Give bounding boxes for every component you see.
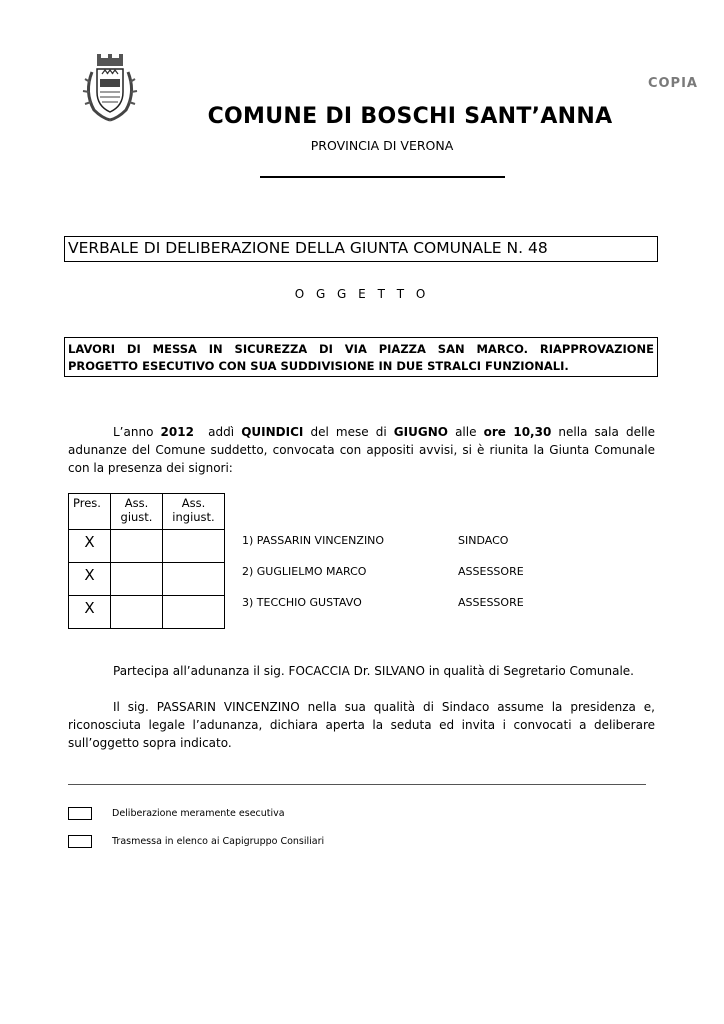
attendance-table (68, 493, 225, 629)
checkbox-label: Deliberazione meramente esecutiva (112, 808, 285, 819)
meeting-year: 2012 (160, 425, 194, 439)
header-unjustified-absent: Ass. ingiust. (163, 494, 225, 530)
attendance-row (69, 596, 225, 629)
unjustified-cell (163, 530, 225, 563)
intro-text: alle (447, 425, 484, 439)
attendance-row (69, 530, 225, 563)
member-name: 3) TECCHIO GUSTAVO (242, 596, 362, 609)
subject-line-2: PROGETTO ESECUTIVO CON SUA SUDDIVISIONE IN DUE STRALCI FUNZIONALI. (68, 359, 569, 373)
intro-text: nella sala delle adunanze del Comune suddetto, convocata con appositi avvisi, si è riunita la Giunta Comunale con la presenza dei signori: (68, 425, 655, 475)
unjustified-cell (163, 563, 225, 596)
group-leaders-checkbox[interactable] (68, 835, 92, 848)
present-mark: X (69, 596, 111, 629)
present-mark: X (69, 563, 111, 596)
copy-mark: COPIA (647, 76, 698, 91)
oggetto-heading: O G G E T T O (294, 287, 430, 301)
section-divider (68, 784, 646, 785)
header-present: Pres. (69, 494, 111, 530)
meeting-month: GIUGNO (393, 425, 448, 439)
subject-line-1: LAVORI DI MESSA IN SICUREZZA DI VIA PIAZZA SAN MARCO. RIAPPROVAZIONE (68, 342, 654, 356)
municipality-title: COMUNE DI BOSCHI SANT’ANNA (207, 104, 613, 129)
checkbox-label: Trasmessa in elenco ai Capigruppo Consiliari (112, 836, 325, 847)
member-role: ASSESSORE (458, 596, 524, 609)
president-paragraph: Il sig. PASSARIN VINCENZINO nella sua qualità di Sindaco assume la presidenza e, riconosciuta legale l’adunanza, dichiara aperta la seduta ed invita i convocati a deliberare sull’oggetto sopra indicato. (68, 700, 655, 750)
justified-cell (111, 530, 163, 563)
intro-text: L’anno (113, 425, 161, 439)
header-justified-absent: Ass. giust. (111, 494, 163, 530)
secretary-paragraph: Partecipa all’adunanza il sig. FOCACCIA Dr. SILVANO in qualità di Segretario Comunale. (113, 664, 634, 678)
member-role: SINDACO (458, 534, 509, 547)
attendance-row (69, 563, 225, 596)
intro-text: del mese di (303, 425, 394, 439)
header-divider (260, 176, 505, 178)
justified-cell (111, 563, 163, 596)
intro-text: addì (193, 425, 242, 439)
province-subtitle: PROVINCIA DI VERONA (310, 138, 454, 153)
member-name: 1) PASSARIN VINCENZINO (242, 534, 385, 547)
member-name: 2) GUGLIELMO MARCO (242, 565, 367, 578)
unjustified-cell (163, 596, 225, 629)
intro-paragraph (68, 423, 655, 477)
verbale-title: VERBALE DI DELIBERAZIONE DELLA GIUNTA COMUNALE N. 48 (68, 239, 548, 257)
attendance-header-row (69, 494, 225, 530)
justified-cell (111, 596, 163, 629)
member-role: ASSESSORE (458, 565, 524, 578)
meeting-time: ore 10,30 (483, 425, 552, 439)
present-mark: X (69, 530, 111, 563)
executive-deliberation-checkbox[interactable] (68, 807, 92, 820)
subject-text (68, 341, 654, 375)
meeting-day: QUINDICI (241, 425, 304, 439)
